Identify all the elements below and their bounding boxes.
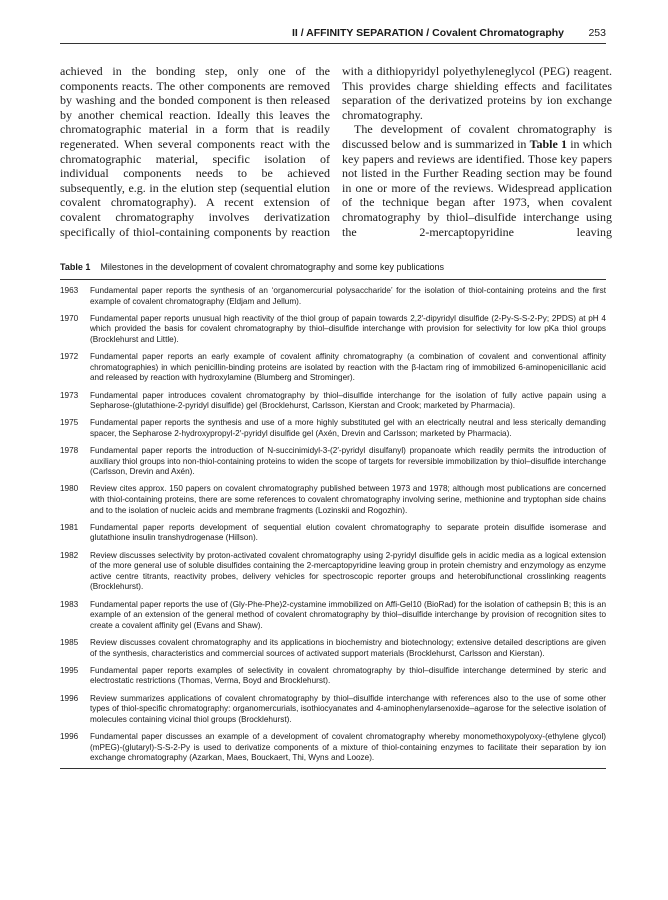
table-row-year: 1996 (60, 693, 79, 703)
right-column-paragraph-2 (342, 122, 612, 239)
header-rule (60, 43, 606, 44)
table-row (60, 352, 606, 384)
table-row-year: 1978 (60, 446, 79, 456)
table-row (60, 484, 606, 516)
table-row-year: 1980 (60, 484, 79, 494)
table-row-description: Review discusses covalent chromatography and its applications in biochemistry and biotechnology; extensive detailed descriptions are given of the synthesis, characteristics and commercial sources of activated support materials (Brocklehurst, Carlsson and Kierstan). (90, 637, 606, 658)
table-caption-text: Milestones in the development of covalent chromatography and some key publications (100, 262, 445, 272)
table-row (60, 551, 606, 593)
table-row-year: 1975 (60, 418, 79, 428)
table-row-year: 1981 (60, 522, 79, 532)
table-row-year: 1983 (60, 599, 79, 609)
table-row (60, 666, 606, 687)
table-caption (60, 262, 606, 272)
table-row (60, 391, 606, 412)
table-row-year: 1982 (60, 550, 79, 560)
table-row-year: 1996 (60, 731, 79, 741)
table-row-description: Fundamental paper reports development of sequential elution covalent chromatography to separate protein disulfide isomerase and glutathione insulin transhydrogenase (Hillson). (90, 522, 606, 543)
left-column-paragraph: achieved in the bonding step, only one of the components reacts. The other components are removed by washing and the bonded component is then released by another chemical reaction. Ideally this leaves the chromatographic material in a form that is readily regenerated. When several components react with the chromatographic material, specific isolation of individual components needs to be achieved subsequently, e.g. in the elution step (sequential elution covalent chromatography). A recent extension of covalent chromatography involves derivatization specifically of thiol-containing components by reaction (60, 64, 330, 239)
table-row-year: 1972 (60, 352, 79, 362)
table-row-description: Fundamental paper reports unusual high reactivity of the thiol group of papain towards 2,2′-dipyridyl disulfide (2-Py-S-S-2-Py; 2PDS) at pH 4 which provided the basis for covalent chromatography by thiol–disulfide interchange with provision for selectivity for low pKa thiol groups (Brocklehurst and Little). (90, 313, 606, 344)
table-row-year: 1970 (60, 313, 79, 323)
table-row-year: 1995 (60, 665, 79, 675)
table-row-description: Fundamental paper reports the use of (Gly-Phe-Phe)2-cystamine immobilized on Affi-Gel10 (BioRad) for the isolation of cathepsin B; this is an example of an extension of the general method of covalent chromatography by thiol–disulfide interchange by provision of recognition sites to create a covalent affinity gel (Evans and Shaw). (90, 599, 606, 630)
milestones-table (60, 279, 606, 769)
table-row-description: Review cites approx. 150 papers on covalent chromatography published between 1973 and 1978; although most publications are concerned with thiol-containing proteins, there are some references to covalent chromatography involving serine, methionine and tryptophan side chains and to the isolation of nucleic acids and membrane fragments (Lozinskii and Rogozhin). (90, 484, 606, 515)
table-row-description: Fundamental paper reports the introduction of N-succinimidyl-3-(2′-pyridyl disulfanyl) propanoate which readily permits the introduction of auxiliary thiol groups into non-thiol-containing proteins to widen the scope of targets for reversible immobilization by thiol–disulfide interchange (Carlsson, Drevin and Axén). (90, 446, 606, 477)
table-row-year: 1973 (60, 390, 79, 400)
table-row (60, 286, 606, 307)
table-row-description: Fundamental paper introduces covalent chromatography by thiol–disulfide interchange for the isolation of fully active papain using a Sepharose-(glutathione-2-pyridyl disulfide) gel (Brocklehurst, Carlsson, Kierstan and Crook; marketed by Pharmacia). (90, 390, 606, 411)
table-row-description: Fundamental paper reports examples of selectivity in covalent chromatography by thiol–disulfide interchange determined by steric and electrostatic restrictions (Thomas, Verma, Boyd and Brocklehurst). (90, 665, 606, 686)
table-row-description: Fundamental paper discusses an example of a development of covalent chromatography whereby monomethoxypolyoxy-(ethylene glycol) (mPEG)-(glutaryl)-S-S-2-Py is used to derivatize components of a mixture of thiol-containing enzymes to facilitate their separation by ion exchange chromatography (Azarkan, Maes, Bouckaert, Thi, Wyns and Looze). (90, 731, 606, 763)
table-row (60, 418, 606, 439)
running-header (60, 24, 606, 44)
table-label: Table 1 (60, 262, 91, 272)
right-column-paragraph-1: with a dithiopyridyl polyethyleneglycol (PEG) reagent. This provides charge shielding effects and facilitates separation of the derivatized proteins by ion exchange chromatography. (342, 64, 612, 122)
table-row (60, 638, 606, 659)
header-title: II / AFFINITY SEPARATION / Covalent Chromatography (291, 27, 564, 39)
table-row-year: 1985 (60, 637, 79, 647)
paragraph-text: in which key papers and reviews are identified. Those key papers not listed in the Further Reading section may be found in one or more of the reviews. Widespread application of the technique began after 1973, when covalent chromatography by thiol–disulfide interchange using the 2-mercaptopyridine leaving (342, 136, 613, 239)
table-row (60, 600, 606, 632)
table-row (60, 732, 606, 764)
table-row-description: Review discusses selectivity by proton-activated covalent chromatography using 2-pyridyl disulfide gels in acidic media as a logical extension of the more general use of soluble disulfides containing the 2-mercaptopyridine leaving group in protein chemistry and enzymology as enzyme active centre titrants, reactivity probes, delivery vehicles for spectroscopic reporter groups and heterobifunctional crosslinking reagents (Brocklehurst). (90, 550, 606, 592)
table-row-year: 1963 (60, 286, 79, 295)
table-row (60, 314, 606, 346)
paragraph-text: The development of covalent chromatography is discussed below and is summarized in (342, 122, 612, 151)
table-reference: Table 1 (529, 136, 568, 151)
table-row-description: Review summarizes applications of covalent chromatography by thiol–disulfide interchange with references also to the use of some other types of thiol-specific chromatography: organomercurials, isothiocyanates and 4-aminophenylarsenoxide–agarose for the selective isolation of molecules containing vicinal thiol groups (Brocklehurst). (90, 693, 606, 724)
table-row (60, 523, 606, 544)
table-row (60, 446, 606, 478)
table-row (60, 694, 606, 726)
table-row-description: Fundamental paper reports an early example of covalent affinity chromatography (a combination of covalent and conventional affinity chromatographies) in which penicillin-binding proteins are isolated by reaction with the β-lactam ring of immobilized 6-aminopenicillanic acid and released by reaction with hydroxylamine (Blumberg and Strominger). (90, 352, 606, 383)
right-column (342, 64, 612, 239)
table-row-description: Fundamental paper reports the synthesis and use of a more highly substituted gel with an electrically neutral and less sterically demanding spacer, the Sepharose 2-hydroxypropyl-2′-pyridyl disulfide gel (Axén, Drevin and Carlsson; marketed by Pharmacia). (90, 418, 606, 438)
page-number: 253 (588, 27, 606, 39)
left-column (60, 64, 330, 239)
table-row-description: Fundamental paper reports the synthesis of an ‘organomercurial polysaccharide’ for the isolation of thiol-containing proteins and the first example of covalent chromatography (Eldjam and Jellum). (90, 286, 606, 306)
